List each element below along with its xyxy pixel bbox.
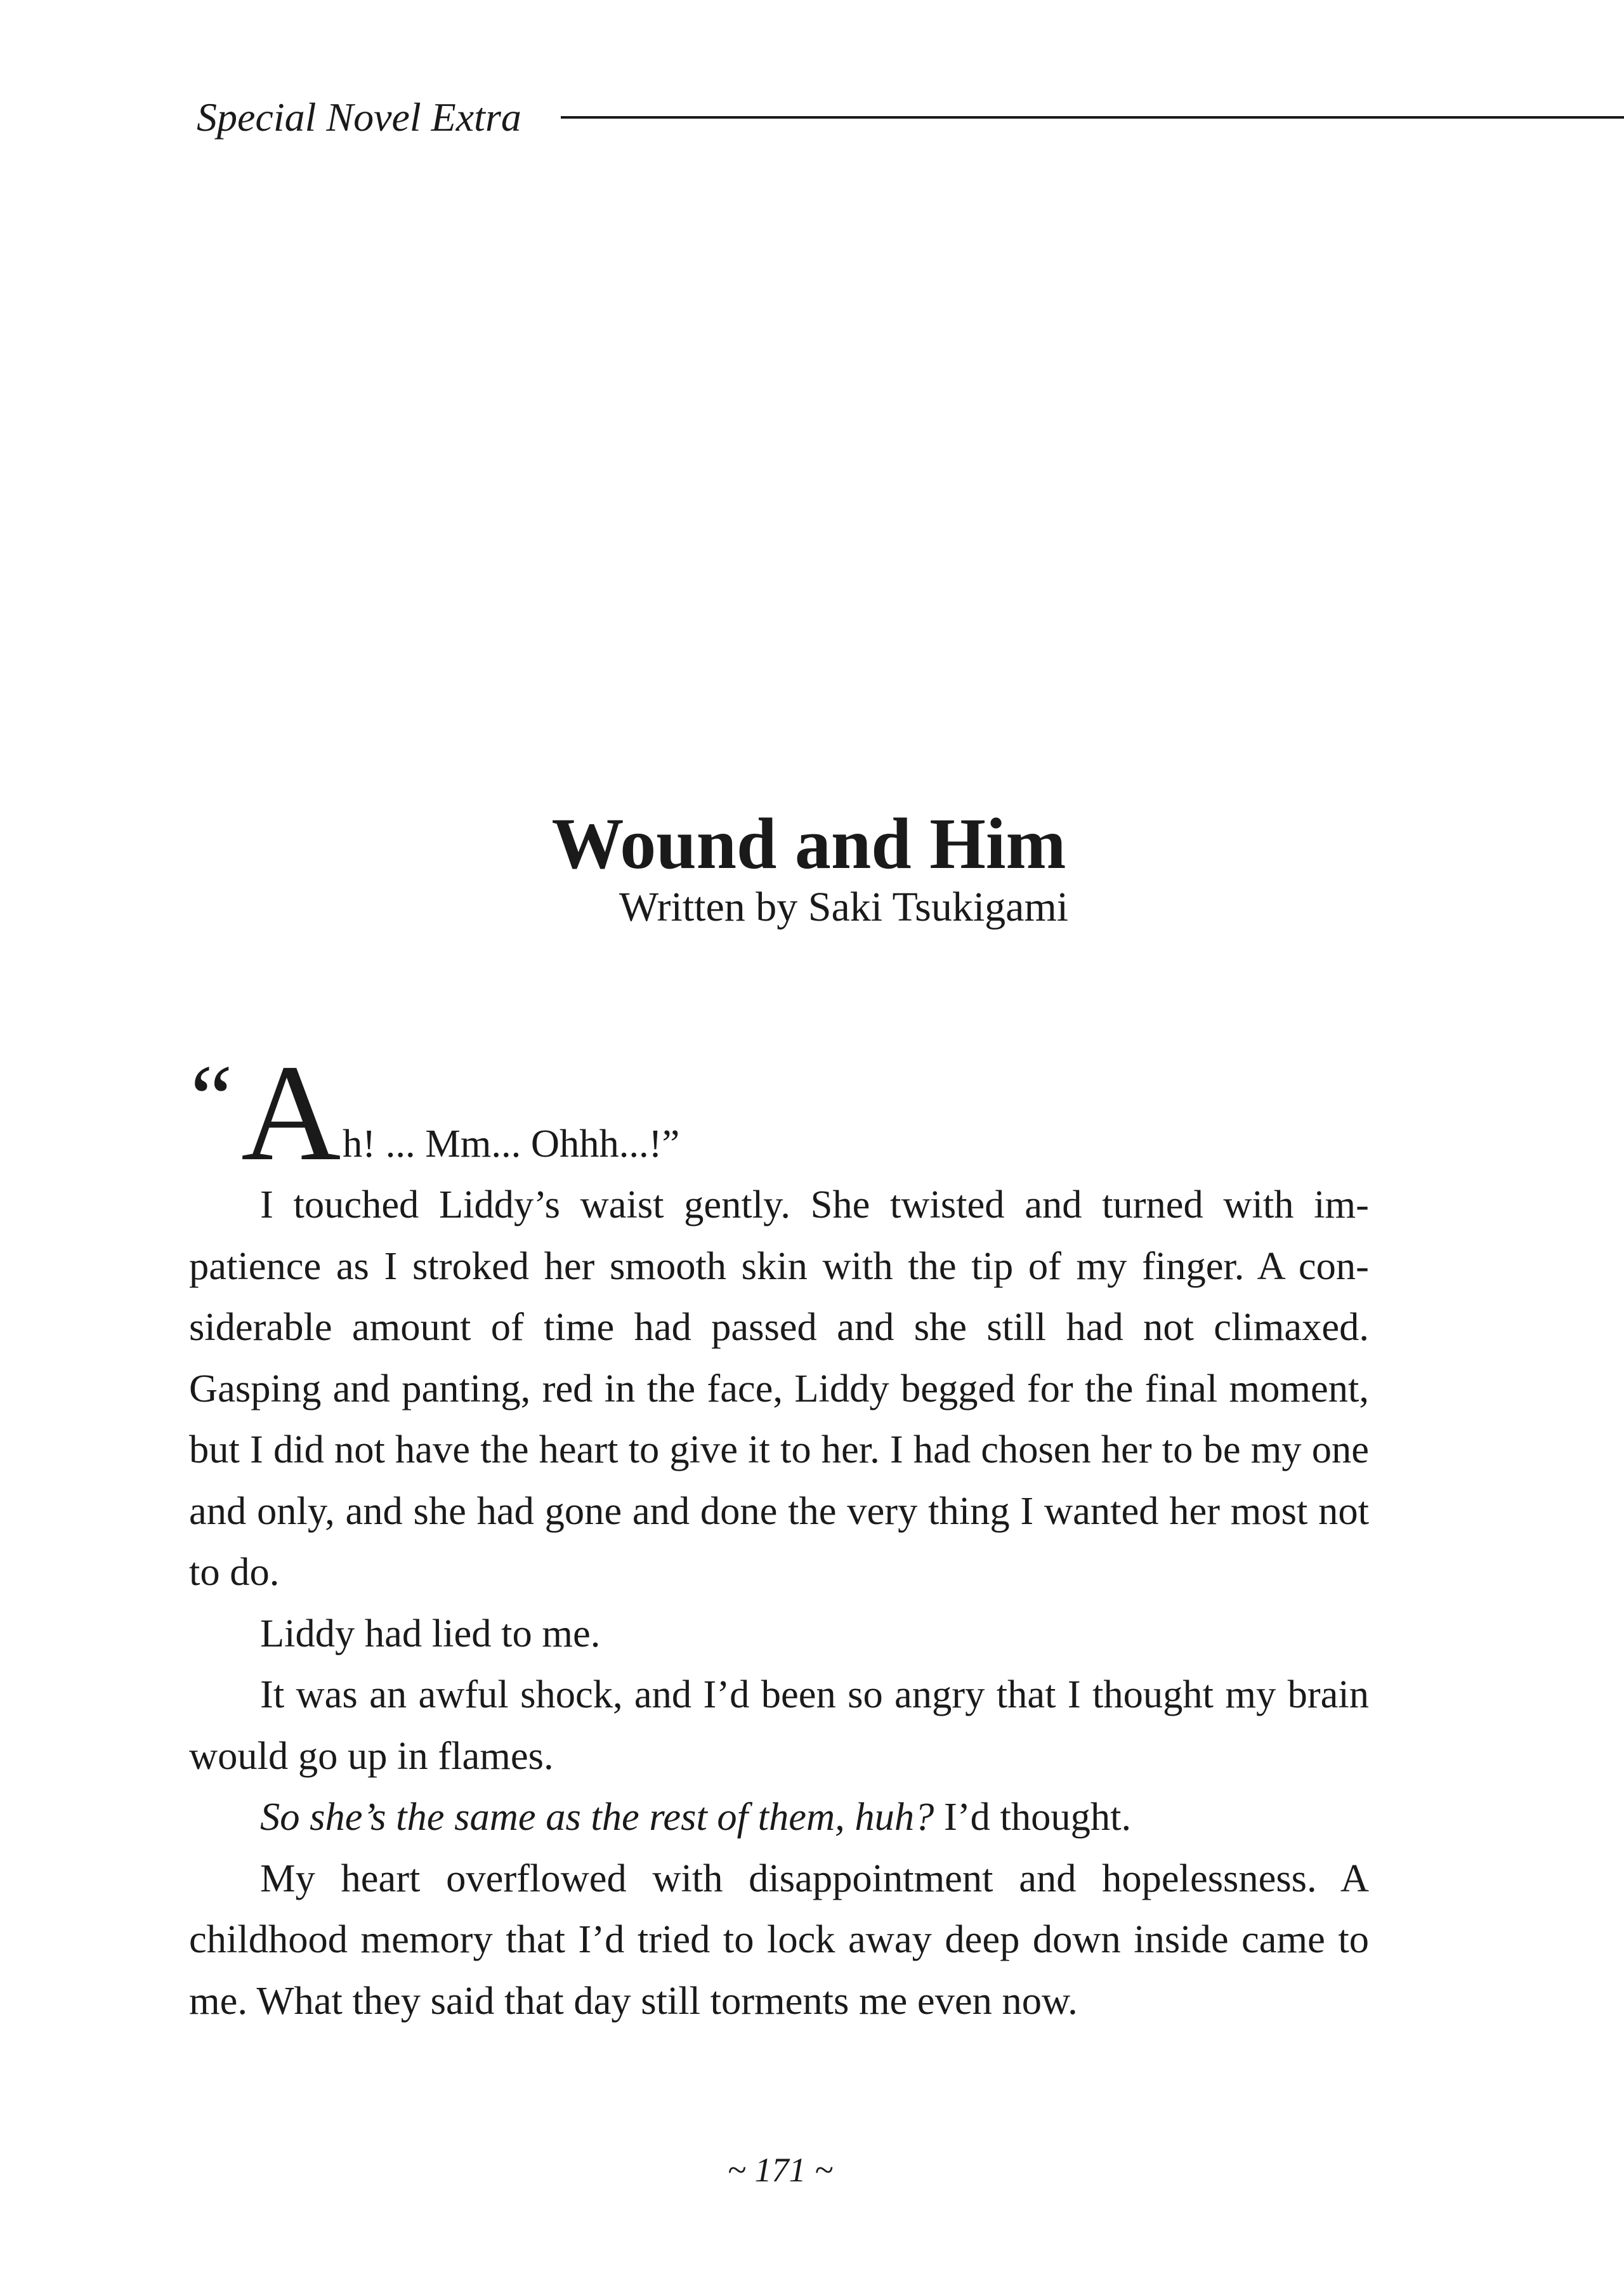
chapter-byline: Written by Saki Tsukigami [619,884,1069,930]
drop-cap: A [241,1037,341,1190]
page-number: ~ 171 ~ [727,2151,834,2189]
thought-attribution: I’d thought. [934,1794,1132,1839]
paragraph: I touched Liddy’s waist gently. She twisted and turned with impatience as I stroked her smooth skin with the tip of my finger. A considerable amount of time had passed and she still had not climaxed. Gasping and panting, red in the face, Liddy begged for the final moment, but I did not have the heart to give it to her. I had chosen her to be my one and only, and she had gone and done the very thing I wanted her most not to do. [189,1182,1369,1594]
thought-paragraph [189,1786,1369,1848]
story-body [189,1037,1369,2031]
paragraph: It was an awful shock, and I’d been so angry that I thought my brain would go up in flames. [189,1672,1369,1778]
header-rule [561,116,1624,119]
italic-thought: So she’s the same as the rest of them, huh? [260,1794,934,1839]
opening-text: h! ... Mm... Ohhh...!” [343,1121,680,1166]
paragraph: Liddy had lied to me. [260,1610,601,1655]
opening-quote-mark: “ [190,1046,233,1151]
chapter-title: Wound and Him [551,803,1066,884]
opening-line [189,1037,1369,1190]
running-header [197,89,1624,146]
paragraph: My heart overflowed with disappointment and hopelessness. A childhood memory that I’d tried to lock away deep down inside came to me. What they said that day still torments me even now. [189,1855,1369,2023]
running-head-title: Special Novel Extra [197,95,521,140]
